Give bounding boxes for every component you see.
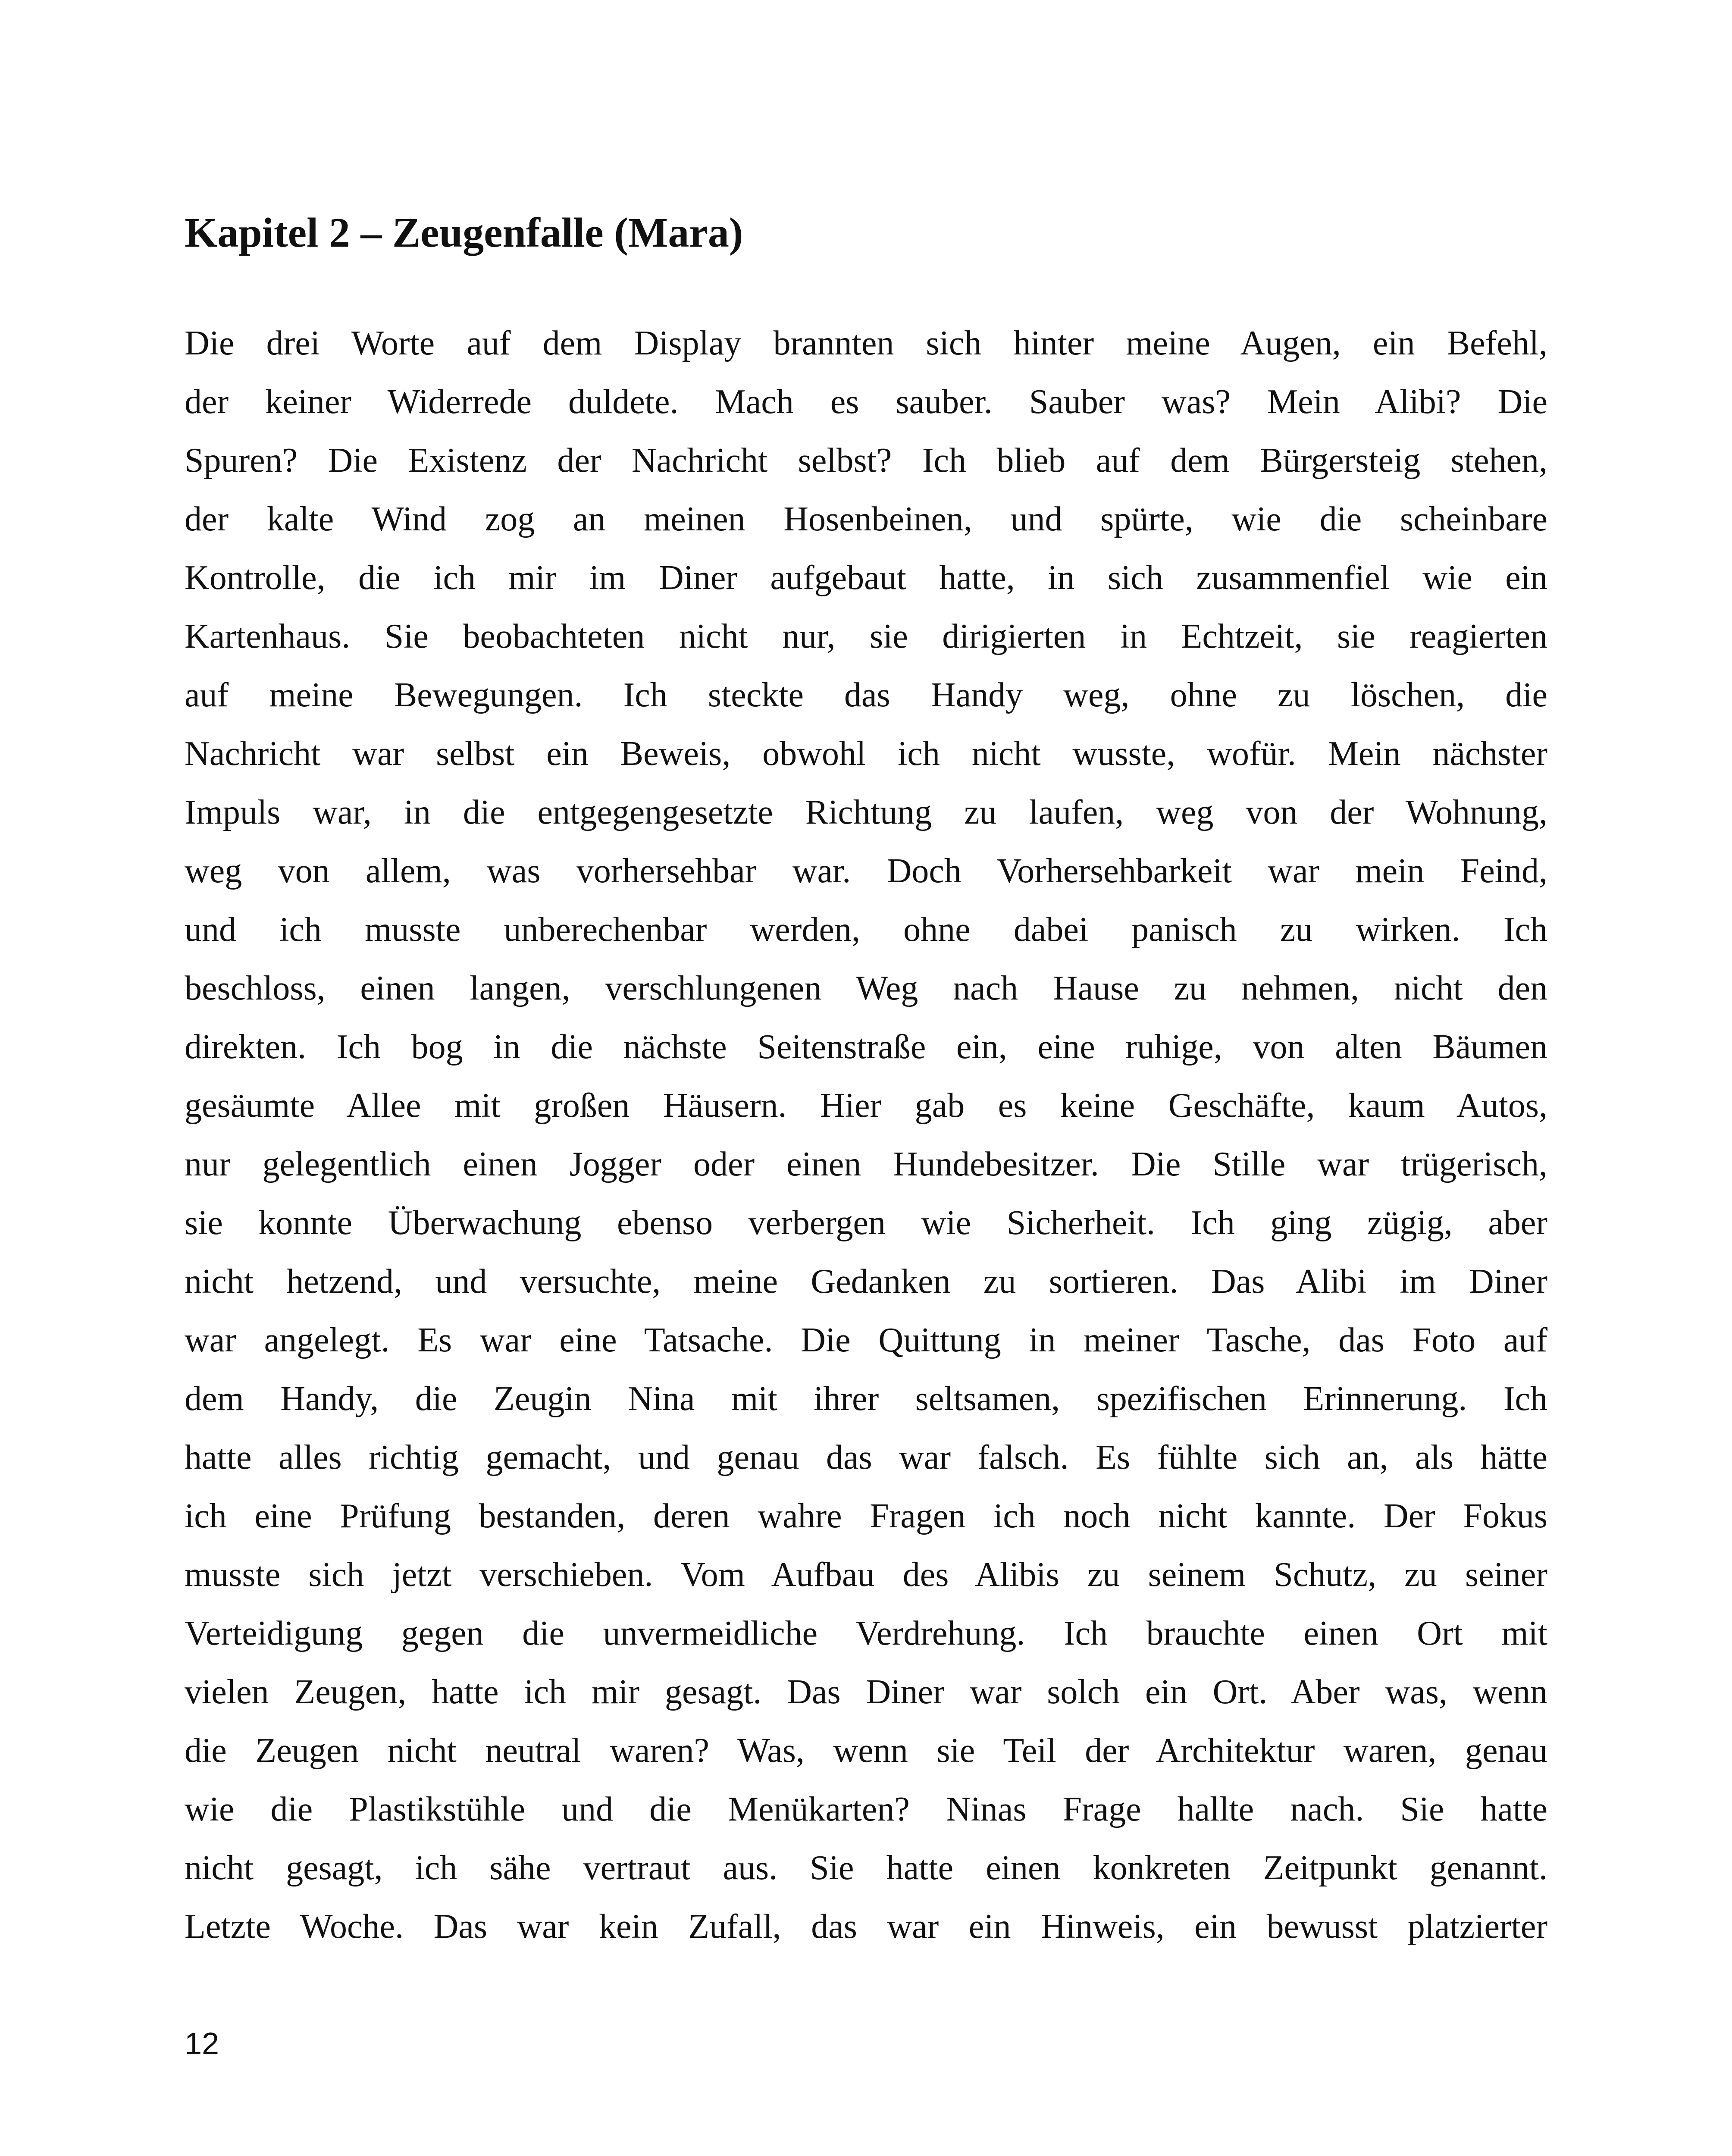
chapter-title: Kapitel 2 – Zeugenfalle (Mara) [185,210,743,256]
text-line: Kartenhaus. Sie beobachteten nicht nur, sie dirigierten in Echtzeit, sie reagierten [185,617,1547,655]
text-line: der keiner Widerrede duldete. Mach es sauber. Sauber was? Mein Alibi? Die [185,383,1547,421]
text-line: Impuls war, in die entgegengesetzte Richtung zu laufen, weg von der Wohnung, [185,793,1547,831]
text-line: nur gelegentlich einen Jogger oder einen Hundebesitzer. Die Stille war trügerisch, [185,1145,1547,1183]
text-line: Letzte Woche. Das war kein Zufall, das war ein Hinweis, ein bewusst platzierter [185,1908,1547,1946]
text-line: die Zeugen nicht neutral waren? Was, wenn sie Teil der Architektur waren, genau [185,1732,1547,1770]
text-line: Nachricht war selbst ein Beweis, obwohl ich nicht wusste, wofür. Mein nächster [185,735,1547,773]
text-line: musste sich jetzt verschieben. Vom Aufbau des Alibis zu seinem Schutz, zu seiner [185,1556,1547,1594]
text-line: ich eine Prüfung bestanden, deren wahre Fragen ich noch nicht kannte. Der Fokus [185,1497,1547,1535]
text-line: hatte alles richtig gemacht, und genau das war falsch. Es fühlte sich an, als hätte [185,1438,1547,1476]
text-line: Spuren? Die Existenz der Nachricht selbst? Ich blieb auf dem Bürgersteig stehen, [185,442,1547,479]
text-line: Die drei Worte auf dem Display brannten sich hinter meine Augen, ein Befehl, [185,324,1547,362]
page-number: 12 [185,2027,219,2061]
text-line: der kalte Wind zog an meinen Hosenbeinen, und spürte, wie die scheinbare [185,500,1547,538]
text-line: direkten. Ich bog in die nächste Seitenstraße ein, eine ruhige, von alten Bäumen [185,1028,1547,1066]
text-line: vielen Zeugen, hatte ich mir gesagt. Das Diner war solch ein Ort. Aber was, wenn [185,1673,1547,1711]
text-line: sie konnte Überwachung ebenso verbergen wie Sicherheit. Ich ging zügig, aber [185,1204,1547,1242]
text-line: Kontrolle, die ich mir im Diner aufgebaut hatte, in sich zusammenfiel wie ein [185,559,1547,597]
body-text [185,314,1547,1956]
text-line: dem Handy, die Zeugin Nina mit ihrer seltsamen, spezifischen Erinnerung. Ich [185,1380,1547,1418]
text-line: Verteidigung gegen die unvermeidliche Verdrehung. Ich brauchte einen Ort mit [185,1614,1547,1652]
text-line: auf meine Bewegungen. Ich steckte das Handy weg, ohne zu löschen, die [185,676,1547,714]
text-line: nicht hetzend, und versuchte, meine Gedanken zu sortieren. Das Alibi im Diner [185,1263,1547,1300]
text-line: war angelegt. Es war eine Tatsache. Die Quittung in meiner Tasche, das Foto auf [185,1321,1547,1359]
text-line: beschloss, einen langen, verschlungenen Weg nach Hause zu nehmen, nicht den [185,969,1547,1007]
text-line: wie die Plastikstühle und die Menükarten? Ninas Frage hallte nach. Sie hatte [185,1790,1547,1828]
text-line: weg von allem, was vorhersehbar war. Doch Vorhersehbarkeit war mein Feind, [185,852,1547,890]
text-line: und ich musste unberechenbar werden, ohne dabei panisch zu wirken. Ich [185,911,1547,949]
text-line: gesäumte Allee mit großen Häusern. Hier gab es keine Geschäfte, kaum Autos, [185,1087,1547,1125]
text-line: nicht gesagt, ich sähe vertraut aus. Sie hatte einen konkreten Zeitpunkt genannt. [185,1849,1547,1887]
